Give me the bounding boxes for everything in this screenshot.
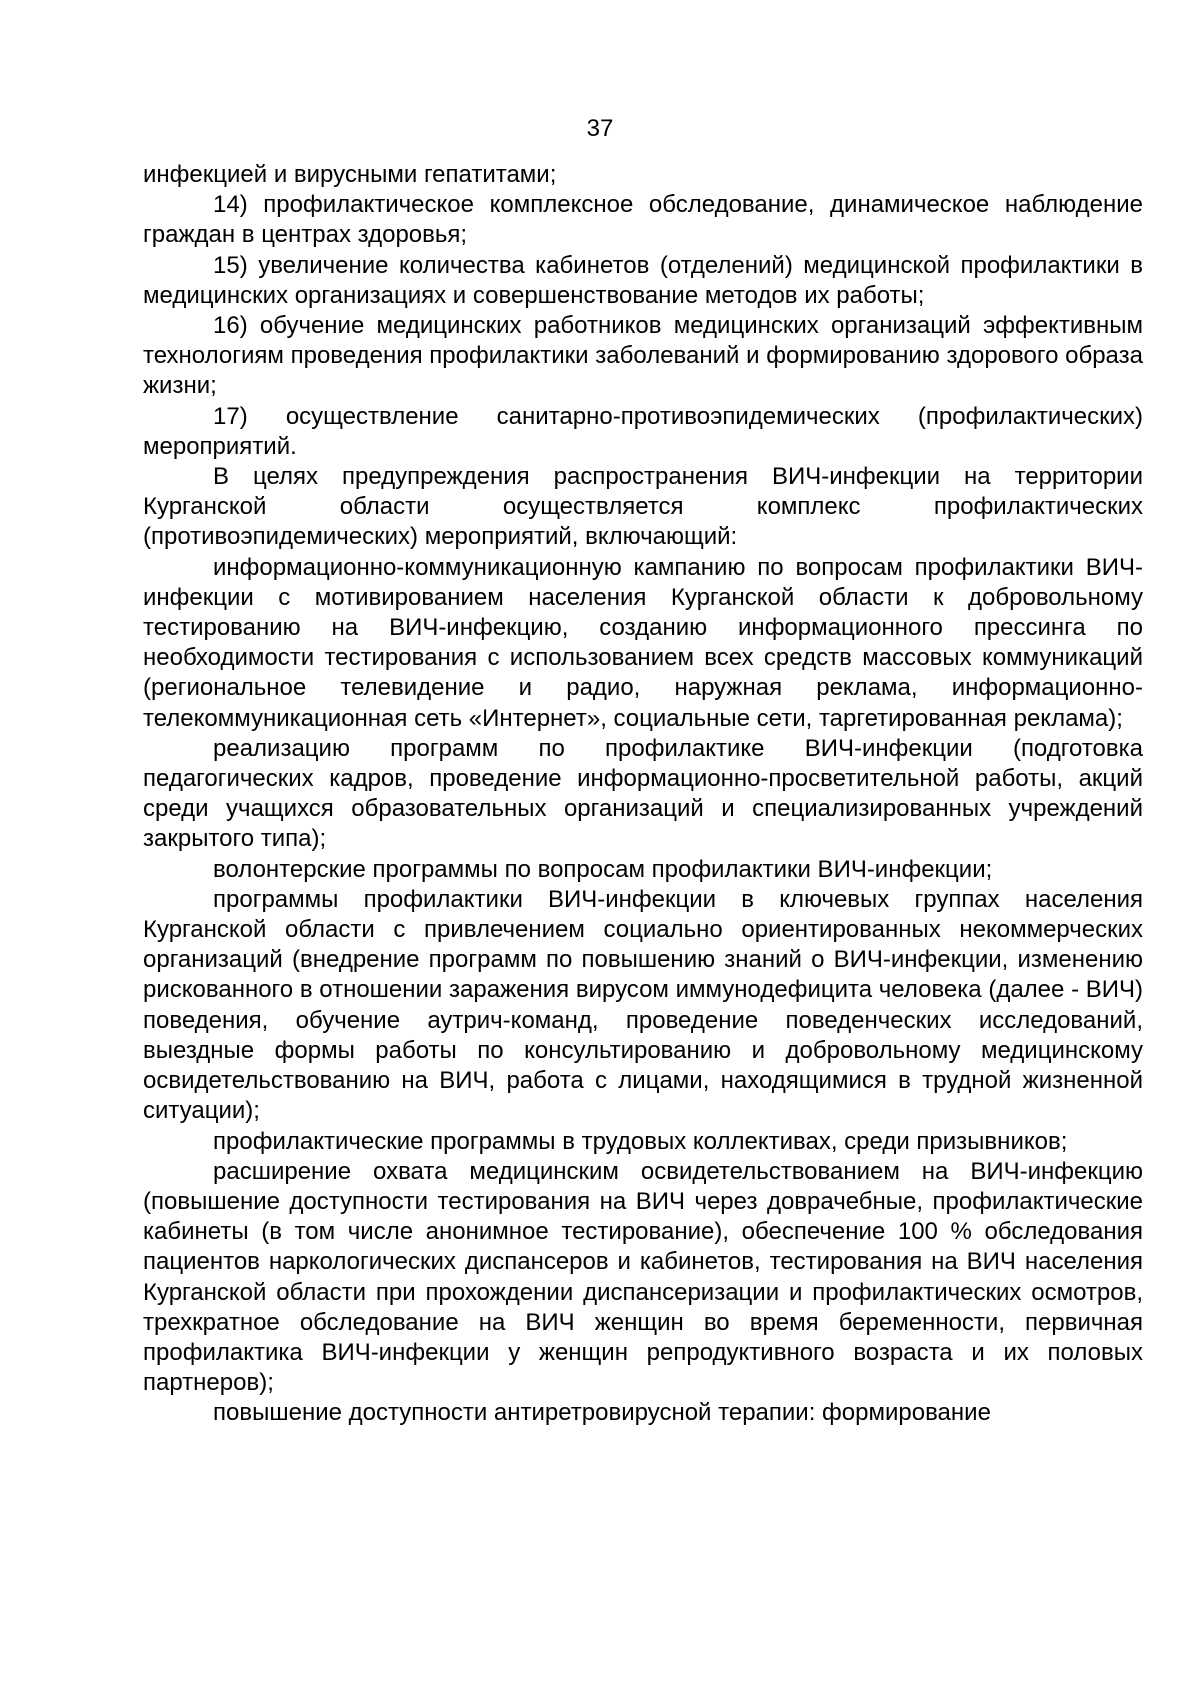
paragraph-4: 16) обучение медицинских работников медицинских организаций эффективным технологиям проведения профилактики заболеваний и формированию здорового образа жизни; <box>143 312 1143 400</box>
paragraph-11: профилактические программы в трудовых коллективах, среди призывников; <box>213 1127 1068 1155</box>
paragraph-3: 15) увеличение количества кабинетов (отделений) медицинской профилактики в медицинских организациях и совершенствование методов их работы; <box>143 251 1143 309</box>
paragraph-5: 17) осуществление санитарно-противоэпидемических (профилактических) мероприятий. <box>143 402 1143 460</box>
paragraph-10: программы профилактики ВИЧ-инфекции в ключевых группах населения Курганской области с привлечением социально ориентированных некоммерческих организаций (внедрение программ по повышению знаний о ВИЧ-инфекции, изменению рискованного в отношении заражения вирусом иммунодефицита человека (далее - ВИЧ) поведения, обучение аутрич-команд, проведение поведенческих исследований, выездные формы работы по консультированию и добровольному медицинскому освидетельствованию на ВИЧ, работа с лицами, находящимися в трудной жизненной ситуации); <box>143 885 1143 1125</box>
paragraph-1: инфекцией и вирусными гепатитами; <box>143 161 557 188</box>
paragraph-6: В целях предупреждения распространения ВИЧ-инфекции на территории Курганской области осуществляется комплекс профилактических (противоэпидемических) мероприятий, включающий: <box>143 463 1143 551</box>
paragraph-7: информационно-коммуникационную кампанию по вопросам профилактики ВИЧ-инфекции с мотивированием населения Курганской области к добровольному тестированию на ВИЧ-инфекцию, созданию информационного прессинга по необходимости тестирования с использованием всех средств массовых коммуникаций (региональное телевидение и радио, наружная реклама, информационно-телекоммуникационная сеть «Интернет», социальные сети, таргетированная реклама); <box>143 553 1143 732</box>
paragraph-8: реализацию программ по профилактике ВИЧ-инфекции (подготовка педагогических кадров, проведение информационно-просветительной работы, акций среди учащихся образовательных организаций и специализированных учреждений закрытого типа); <box>143 734 1143 853</box>
paragraph-2: 14) профилактическое комплексное обследование, динамическое наблюдение граждан в центрах здоровья; <box>143 191 1143 249</box>
paragraph-9: волонтерские программы по вопросам профилактики ВИЧ-инфекции; <box>213 855 993 883</box>
document-body <box>143 160 1143 1429</box>
paragraph-12: расширение охвата медицинским освидетельствованием на ВИЧ-инфекцию (повышение доступности тестирования на ВИЧ через доврачебные, профилактические кабинеты (в том числе анонимное тестирование), обеспечение 100 % обследования пациентов наркологических диспансеров и кабинетов, тестирования на ВИЧ населения Курганской области при прохождении диспансеризации и профилактических осмотров, трехкратное обследование на ВИЧ женщин во время беременности, первичная профилактика ВИЧ-инфекции у женщин репродуктивного возраста и их половых партнеров); <box>143 1157 1143 1397</box>
paragraph-13: повышение доступности антиретровирусной терапии: формирование <box>213 1399 991 1427</box>
page-number: 37 <box>586 115 614 142</box>
